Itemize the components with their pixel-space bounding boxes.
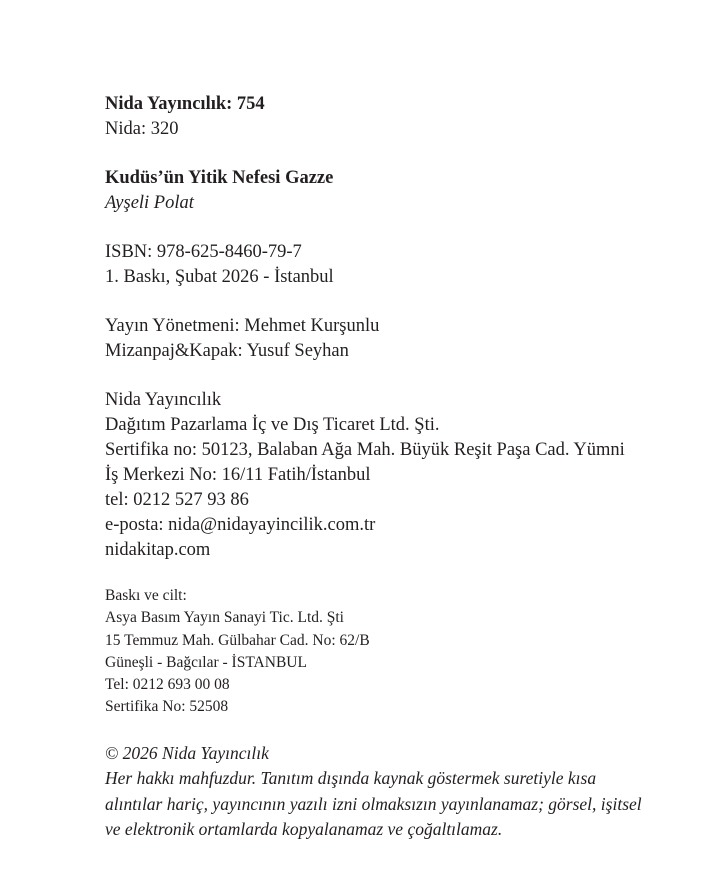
book-block: [105, 166, 695, 216]
publisher-name: Nida Yayıncılık: [105, 390, 222, 410]
printing-info: 1. Baskı, Şubat 2026 - İstanbul: [105, 267, 334, 287]
imprint-series-number: Nida: 320: [105, 119, 179, 139]
printer-heading: Baskı ve cilt:: [105, 587, 187, 604]
printer-name: Asya Basım Yayın Sanayi Tic. Ltd. Şti: [105, 609, 344, 627]
printer-phone: Tel: 0212 693 00 08: [105, 676, 230, 694]
spacer: [105, 719, 695, 741]
publisher-address-line1: Sertifika no: 50123, Balaban Ağa Mah. Büyük Reşit Paşa Cad. Yümni: [105, 440, 625, 460]
copyright-block: [105, 741, 695, 843]
printer-block: [105, 585, 695, 719]
series-block: [105, 92, 695, 142]
spacer: [105, 563, 695, 585]
publisher-company: Dağıtım Pazarlama İç ve Dış Ticaret Ltd. Şti.: [105, 415, 440, 435]
publisher-website: nidakitap.com: [105, 540, 211, 560]
spacer: [105, 290, 695, 314]
printer-address-line2: Güneşli - Bağcılar - İSTANBUL: [105, 653, 307, 671]
isbn: ISBN: 978-625-8460-79-7: [105, 242, 302, 262]
publisher-phone: tel: 0212 527 93 86: [105, 490, 249, 510]
editor-credit: Yayın Yönetmeni: Mehmet Kurşunlu: [105, 316, 380, 336]
printer-address-line1: 15 Temmuz Mah. Gülbahar Cad. No: 62/B: [105, 631, 370, 649]
credits-block: [105, 314, 695, 364]
spacer: [105, 364, 695, 388]
layout-cover-credit: Mizanpaj&Kapak: Yusuf Seyhan: [105, 341, 349, 361]
rights-line-1: Her hakkı mahfuzdur. Tanıtım dışında kaynak göstermek suretiyle kısa: [105, 768, 597, 789]
publisher-address-line2: İş Merkezi No: 16/11 Fatih/İstanbul: [105, 465, 371, 485]
rights-line-2: alıntılar hariç, yayıncının yazılı izni olmaksızın yayınlanamaz; görsel, işitsel: [105, 793, 642, 814]
rights-line-3: ve elektronik ortamlarda kopyalanamaz ve çoğaltılamaz.: [105, 819, 503, 840]
book-title: Kudüs’ün Yitik Nefesi Gazze: [105, 168, 334, 188]
publisher-block: [105, 388, 695, 563]
printer-certificate: Sertifika No: 52508: [105, 698, 229, 716]
edition-block: [105, 240, 695, 290]
copyright-page: [105, 92, 695, 843]
spacer: [105, 142, 695, 166]
book-author: Ayşeli Polat: [105, 193, 194, 213]
publisher-series-number: Nida Yayıncılık: 754: [105, 94, 265, 114]
spacer: [105, 216, 695, 240]
publisher-email: e-posta: nida@nidayayincilik.com.tr: [105, 515, 376, 535]
copyright-notice: © 2026 Nida Yayıncılık: [105, 742, 269, 763]
